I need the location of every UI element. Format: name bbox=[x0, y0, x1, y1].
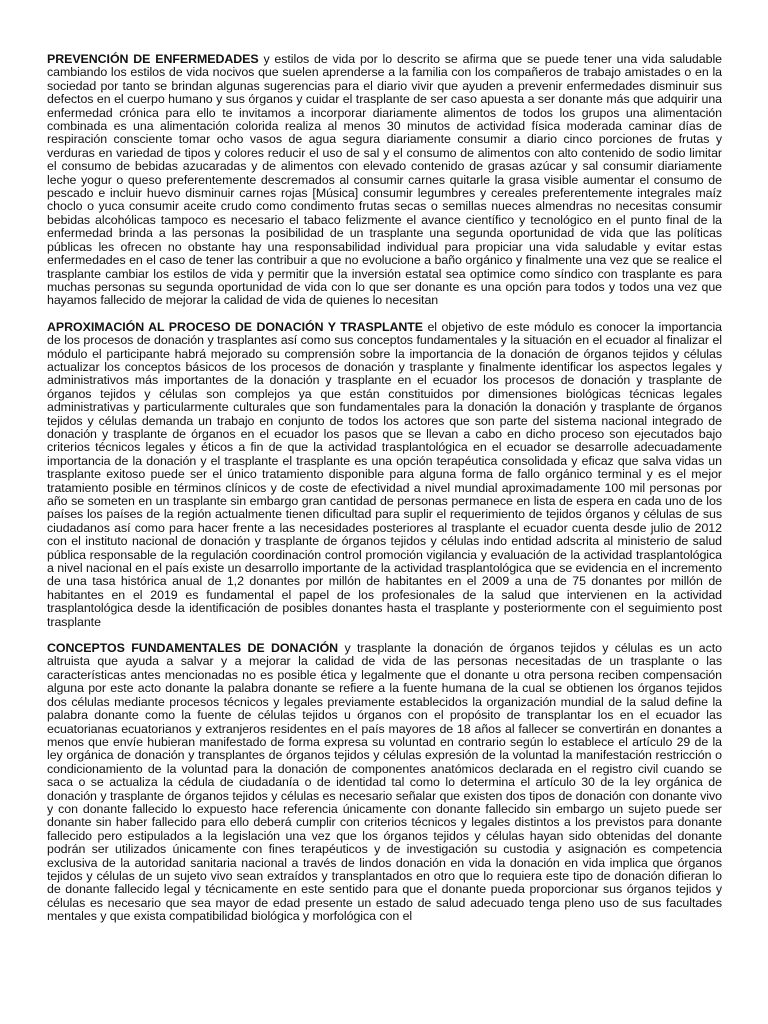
section-conceptos bbox=[47, 642, 722, 924]
section-aproximacion bbox=[47, 321, 722, 629]
section-prevencion bbox=[47, 53, 722, 308]
section-body: y estilos de vida por lo descrito se afirma que se puede tener una vida saludable cambiando los estilos de vida nocivos que suelen aprenderse a la familia con los compañeros de trabajo amistades o en la sociedad por tanto se brindan algunas sugerencias para el diario vivir que ayuden a prevenir enfermedades disminuir sus defectos en el cuerpo humano y sus órganos y cuidar el trasplante de ser caso apuesta a ser donante más que adquirir una enfermedad crónica para ello te invitamos a incorporar diariamente alimentos de todos los grupos una alimentación combinada es una alimentación colorida realiza al menos 30 minutos de actividad física moderada caminar días de respiración consciente tomar ocho vasos de agua segura diariamente consumir a diario cinco porciones de frutas y verduras en variedad de tipos y colores reducir el uso de sal y el consumo de alimentos con alto contenido de sodio limitar el consumo de bebidas azucaradas y de alimentos con elevado contenido de grasas azúcar y sal consumir diariamente leche yogur o queso preferentemente descremados al consumir carnes quitarle la grasa visible aumentar el consumo de pescado e incluir huevo disminuir carnes rojas [Música] consumir legumbres y cereales preferentemente integrales maíz choclo o yuca consumir aceite crudo como condimento frutas secas o semillas nueces almendras no necesitas consumir bebidas alcohólicas tampoco es necesario el tabaco felizmente el avance científico y tecnológico en el punto final de la enfermedad brinda a las personas la posibilidad de un trasplante una segunda oportunidad de vida que las políticas públicas les ofrecen no obstante hay una responsabilidad individual para propiciar una vida saludable y evitar estas enfermedades en el caso de tener las contribuir a que no evolucione a baño orgánico y finalmente una vez que se realice el trasplante cambiar los estilos de vida y permitir que la inversión estatal sea optimice como síndico con trasplante es para muchas personas su segunda oportunidad de vida con lo que ser donante es una opción para todos y todos una vez que hayamos fallecido de mejorar la calidad de vida de quienes lo necesitan bbox=[47, 52, 722, 308]
section-body: y trasplante la donación de órganos tejidos y células es un acto altruista que ayuda a salvar y a mejorar la calidad de vida de las personas necesitadas de un trasplante o las características antes mencionadas no es posible ética y legalmente que el donante u otra persona reciben compensación alguna por este acto donante la palabra donante se refiere a la fuente humana de la cual se obtienen los órganos tejidos dos células mediante procesos técnicos y legales previamente establecidos la organización mundial de la salud define la palabra donante como la fuente de células tejidos u órganos con el propósito de transplantar los en el ecuador las ecuatorianas ecuatorianos y extranjeros residentes en el país mayores de 18 años al fallecer se convertirán en donantes a menos que envíe hubieran manifestado de forma expresa su voluntad en contrario según lo establece el artículo 29 de la ley orgánica de donación y transplantes de órganos tejidos y células expresión de la voluntad la manifestación restricción o condicionamiento de la voluntad para la donación de componentes anatómicos declarada en el registro civil cuando se saca o se actualiza la cédula de ciudadanía o de identidad tal como lo determina el artículo 30 de la ley orgánica de donación y trasplante de órganos tejidos y células es necesario señalar que existen dos tipos de donación con donante vivo y con donante fallecido lo expuesto hace referencia únicamente con donante fallecido sin embargo un sujeto puede ser donante sin haber fallecido para ello deberá cumplir con criterios técnicos y legales distintos a los previstos para donante fallecido pero estipulados a la legislación una vez que los órganos tejidos y células hayan sido obtenidas del donante podrán ser utilizados únicamente con fines terapéuticos y de investigación su custodia y asignación es competencia exclusiva de la autoridad sanitaria nacional a través de lindos donación en vida la donación en vida implica que órganos tejidos y células de un sujeto vivo sean extraídos y transplantados en otro que lo requiera este tipo de donación difieran lo de donante fallecido legal y técnicamente en este sentido para que el donante pueda proporcionar sus órganos tejidos y células es necesario que sea mayor de edad presente un estado de salud adecuado tenga pleno uso de sus facultades mentales y que exista compatibilidad biológica y morfológica con el bbox=[47, 641, 722, 924]
document-page bbox=[47, 53, 722, 937]
section-body: el objetivo de este módulo es conocer la importancia de los procesos de donación y trasplantes así como sus conceptos fundamentales y la situación en el ecuador al finalizar el módulo el participante habrá mejorado su comprensión sobre la importancia de la donación de órganos tejidos y células actualizar los conceptos básicos de los procesos de donación y trasplante y finalmente identificar los aspectos legales y administrativos más importantes de la donación y trasplante en el ecuador los procesos de donación y trasplante de órganos tejidos y células son complejos ya que están constituidos por dimensiones biológicas técnicas legales administrativas y particularmente culturales que son fundamentales para la donación la donación y trasplante de órganos tejidos y células demanda un trabajo en conjunto de todos los actores que son parte del sistema nacional integrado de donación y trasplante de órganos en el ecuador los pasos que se llevan a cabo en dicho proceso son ejecutados bajo criterios técnicos legales y éticos a fin de que la actividad trasplantológica en el ecuador se desarrolle adecuadamente importancia de la donación y el trasplante el trasplante es una opción terapéutica consolidada y eficaz que salva vidas un trasplante exitoso puede ser el único tratamiento disponible para alguna forma de fallo orgánico terminal y es el mejor tratamiento posible en términos clínicos y de coste de efectividad a nivel mundial aproximadamente 100 mil personas por año se someten en un trasplante sin embargo gran cantidad de personas permanece en lista de espera en cada uno de los países los países de la región actualmente tienen dificultad para suplir el requerimiento de tejidos órganos y células de sus ciudadanos así como para hacer frente a las necesidades posteriores al trasplante el ecuador cuenta desde julio de 2012 con el instituto nacional de donación y trasplante de órganos tejidos y células indo entidad adscrita al ministerio de salud pública responsable de la regulación coordinación control promoción vigilancia y evaluación de la actividad trasplantológica a nivel nacional en el país existe un desarrollo importante de la actividad trasplantológica que se evidencia en el incremento de una tasa histórica anual de 1,2 donantes por millón de habitantes en el 2009 a una de 75 donantes por millón de habitantes en el 2019 es fundamental el papel de los profesionales de la salud que intervienen en la actividad trasplantológica desde la identificación de posibles donantes hasta el trasplante y posteriormente con el seguimiento post trasplante bbox=[47, 319, 722, 629]
section-heading: PREVENCIÓN DE ENFERMEDADES bbox=[47, 52, 259, 66]
section-heading: CONCEPTOS FUNDAMENTALES DE DONACIÓN bbox=[47, 641, 339, 656]
section-heading: APROXIMACIÓN AL PROCESO DE DONACIÓN Y TRASPLANTE bbox=[47, 319, 423, 334]
